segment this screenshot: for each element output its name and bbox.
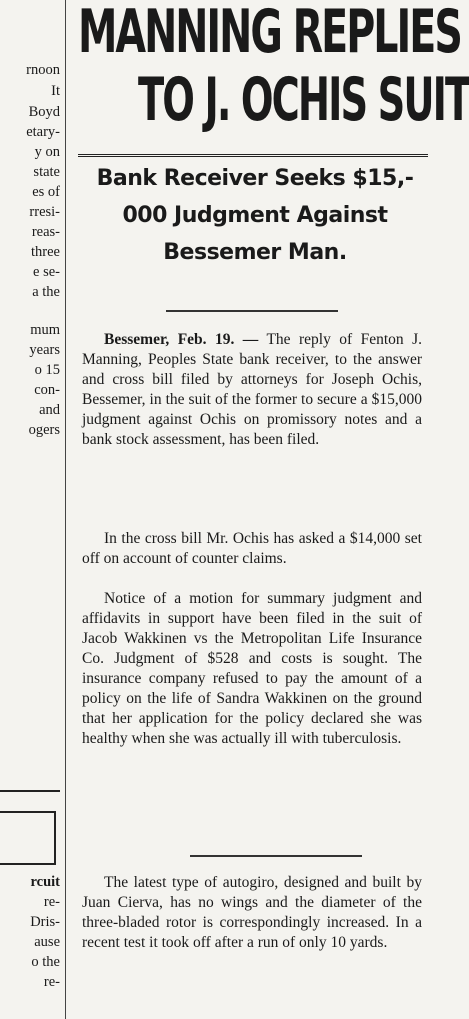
left-fragment: rresi-	[29, 204, 60, 220]
left-divider	[0, 790, 60, 792]
left-fragment: e se-	[33, 264, 60, 280]
filler-text: The latest type of autogiro, designed and built by Juan Cierva, has no wings and the diameter of the three-bladed rotor is correspondingly increased. In a recent test it took off after a run of only 10 yards.	[82, 874, 422, 951]
left-fragment: three	[31, 244, 60, 260]
left-fragment: It	[51, 83, 60, 99]
filler-item	[82, 873, 422, 953]
left-fragment: a the	[32, 284, 60, 300]
headline-line-2: TO J. OCHIS SUIT	[138, 65, 469, 135]
left-column-fragments	[0, 0, 62, 1019]
headline-rule	[78, 154, 428, 157]
left-fragment: Dris-	[30, 914, 60, 930]
left-fragment: years	[29, 342, 60, 358]
left-fragment: etary-	[26, 124, 60, 140]
paragraph-1-text: The reply of Fenton J. Manning, Peoples State bank receiver, to the answer and cross bill filed by attorneys for Joseph Ochis, Bessemer, in the suit of the former to secure a $15,000 judgment against Ochis on promissory notes and a bank stock assessment, has been filed.	[82, 331, 422, 448]
headline-line-1: MANNING REPLIES	[78, 0, 461, 67]
column-rule	[65, 0, 66, 1019]
article-end-rule	[190, 855, 362, 857]
deck-rule	[166, 310, 338, 312]
left-fragment: Boyd	[28, 104, 60, 120]
left-fragment: o the	[31, 954, 60, 970]
left-fragment: reas-	[31, 224, 60, 240]
left-fragment: re-	[43, 894, 60, 910]
left-fragment: ogers	[28, 422, 60, 438]
paragraph-1	[82, 330, 422, 450]
paragraph-3	[82, 589, 422, 749]
left-fragment: con-	[34, 382, 60, 398]
paragraph-3-text: Notice of a motion for summary judgment and affidavits in support have been filed in the suit of Jacob Wakkinen vs the Metropolitan Life Insurance Co. Judgment of $528 and costs is sought. The insurance company refused to pay the amount of a policy on the life of Sandra Wakkinen on the ground that her application for the policy declared she was healthy when she was actually ill with tuberculosis.	[82, 590, 422, 747]
left-fragment: es of	[32, 184, 60, 200]
deck-line: 000 Judgment Against	[122, 203, 388, 228]
left-fragment: re-	[43, 974, 60, 990]
deck	[80, 160, 430, 271]
paragraph-2	[82, 529, 422, 569]
left-fragment: state	[33, 164, 60, 180]
dateline: Bessemer, Feb. 19. —	[104, 331, 259, 348]
left-boxed-item	[0, 811, 56, 865]
left-fragment: y on	[34, 144, 60, 160]
deck-line: Bessemer Man.	[163, 240, 347, 265]
left-fragment: ause	[34, 934, 60, 950]
left-fragment: rnoon	[26, 62, 60, 78]
left-fragment: rcuit	[30, 874, 60, 890]
deck-line: Bank Receiver Seeks $15,-	[96, 166, 414, 191]
left-fragment: o 15	[34, 362, 60, 378]
left-fragment: and	[39, 402, 60, 418]
paragraph-2-text: In the cross bill Mr. Ochis has asked a $14,000 set off on account of counter claims.	[82, 530, 422, 567]
left-fragment: mum	[30, 322, 60, 338]
